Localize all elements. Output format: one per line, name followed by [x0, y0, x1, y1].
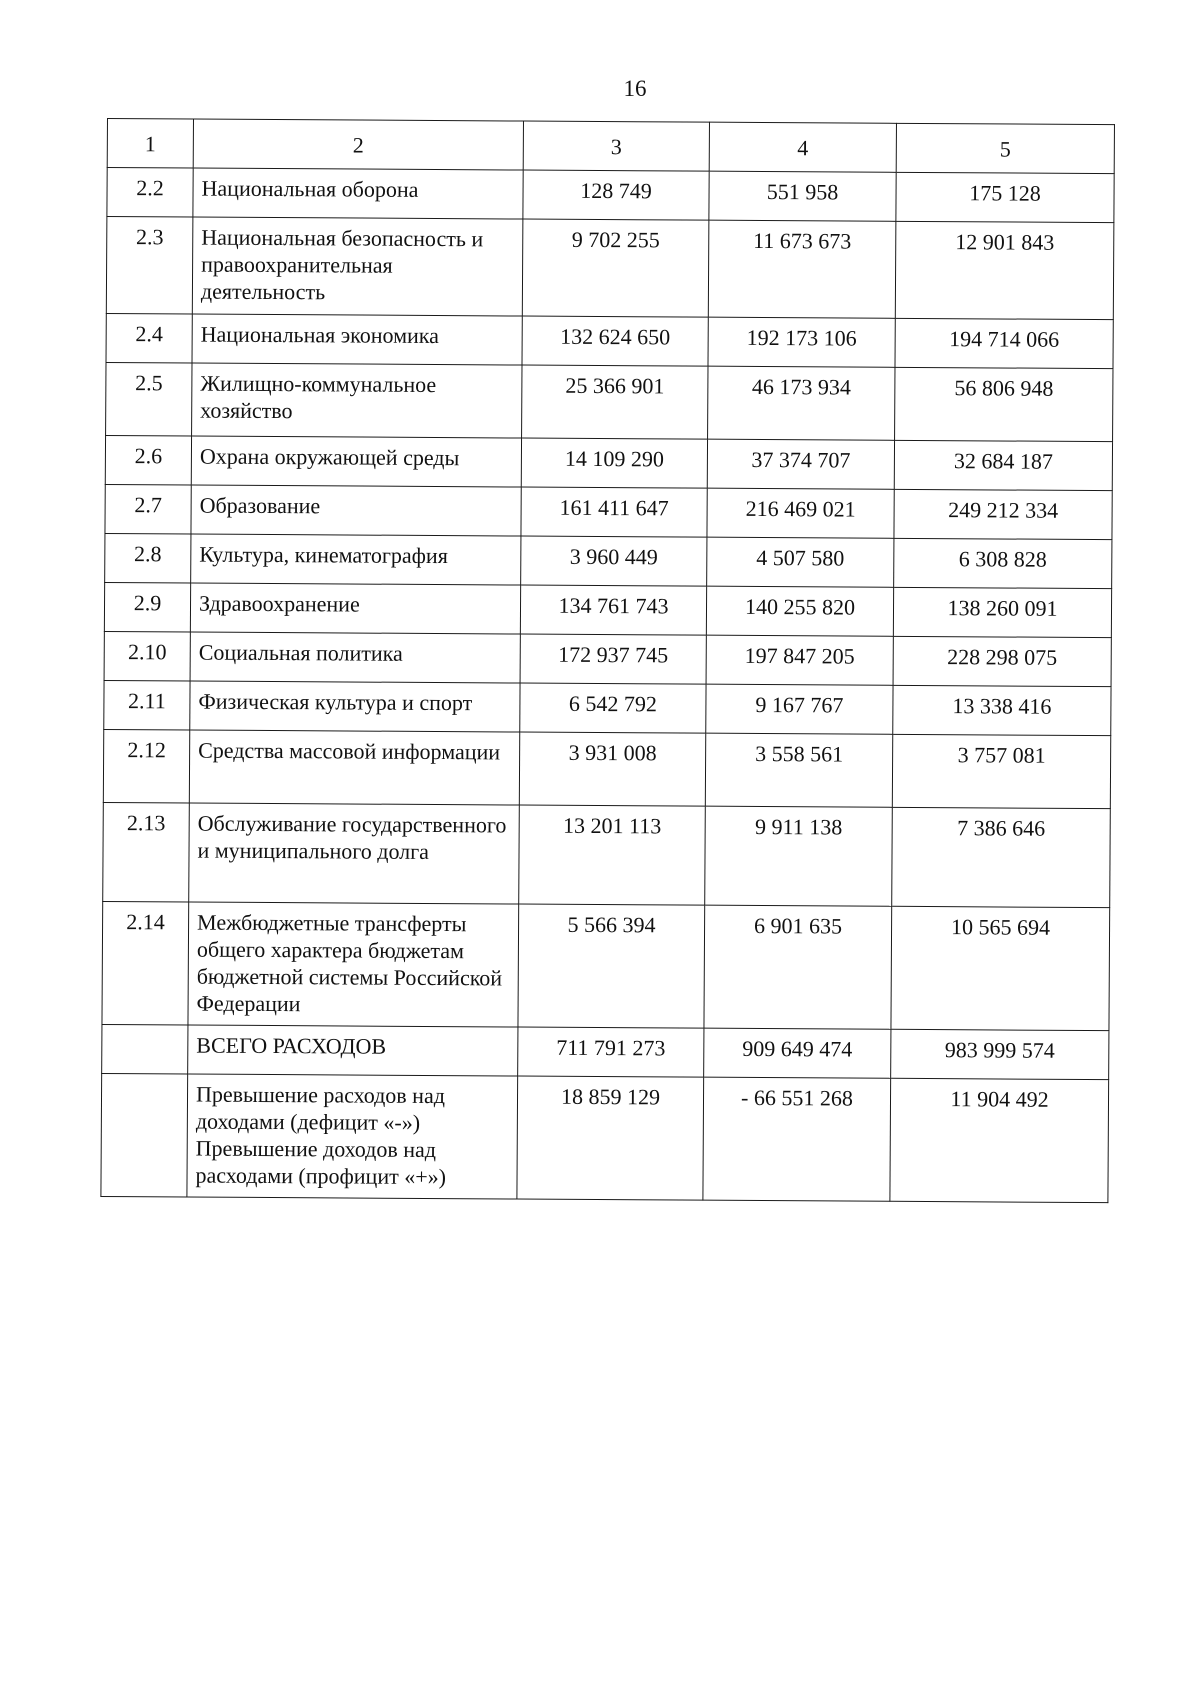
row-value-col5: 56 806 948	[895, 367, 1113, 441]
row-value-col4: 9 911 138	[705, 806, 893, 906]
row-value-col5: 12 901 843	[895, 221, 1114, 319]
row-value-col5: 983 999 574	[891, 1029, 1109, 1079]
row-value-col5: 10 565 694	[891, 906, 1110, 1030]
row-code: 2.10	[104, 631, 190, 681]
row-code: 2.5	[106, 362, 192, 436]
row-code: 2.14	[102, 901, 189, 1025]
row-value-col4: 140 255 820	[706, 586, 893, 636]
table-row	[107, 168, 1114, 223]
row-name: Средства массовой информации	[189, 730, 519, 805]
row-value-col4: 37 374 707	[707, 439, 894, 489]
row-value-col3: 14 109 290	[521, 438, 707, 488]
row-value-col5: 13 338 416	[893, 685, 1111, 735]
row-value-col5: 7 386 646	[892, 807, 1111, 907]
row-code	[101, 1073, 188, 1197]
table-row	[105, 533, 1112, 588]
header-col-2: 2	[193, 119, 523, 170]
row-value-col3: 3 931 008	[519, 732, 705, 806]
row-value-col3: 134 761 743	[520, 585, 706, 635]
row-code: 2.2	[107, 168, 193, 218]
row-name: Обслуживание государственного и муниципального долга	[189, 803, 520, 904]
row-value-col4: 46 173 934	[708, 366, 895, 440]
table-row	[105, 484, 1112, 539]
table-row	[106, 362, 1113, 441]
budget-expenditure-table	[100, 118, 1115, 1203]
table-row	[106, 313, 1113, 368]
row-name: Межбюджетные трансферты общего характера бюджетам бюджетной системы Российской Федерации	[188, 902, 519, 1027]
row-value-col3: 9 702 255	[522, 219, 709, 317]
table-row	[103, 802, 1111, 907]
table-row	[102, 901, 1110, 1030]
row-value-col3: 161 411 647	[521, 487, 707, 537]
row-name: Превышение расходов над доходами (дефицит «-») Превышение доходов над расходами (профицит «+»)	[187, 1074, 518, 1199]
row-value-col4: 9 167 767	[706, 684, 893, 734]
row-code: 2.6	[105, 435, 191, 485]
header-col-3: 3	[523, 121, 709, 171]
row-value-col4: 216 469 021	[707, 488, 894, 538]
row-code: 2.12	[103, 729, 189, 803]
row-code: 2.7	[105, 484, 191, 534]
row-value-col5: 3 757 081	[892, 734, 1110, 808]
page-number: 16	[623, 76, 647, 101]
row-value-col4: 551 958	[709, 171, 896, 221]
table-header-row	[107, 119, 1114, 174]
table-row	[105, 435, 1112, 490]
table-row	[103, 729, 1110, 808]
deficit-surplus-row	[101, 1073, 1109, 1202]
header-col-1: 1	[107, 119, 193, 169]
row-name: Здравоохранение	[190, 583, 520, 634]
row-name: Культура, кинематография	[191, 534, 521, 585]
row-value-col4: 197 847 205	[706, 635, 893, 685]
row-value-col5: 138 260 091	[893, 587, 1111, 637]
row-value-col5: 6 308 828	[894, 538, 1112, 588]
row-value-col5: 228 298 075	[893, 636, 1111, 686]
row-code: 2.11	[104, 680, 190, 730]
row-code: 2.13	[103, 802, 190, 902]
row-value-col3: 3 960 449	[521, 536, 707, 586]
row-value-col5: 249 212 334	[894, 489, 1112, 539]
row-value-col5: 194 714 066	[895, 318, 1113, 368]
row-name: Жилищно-коммунальное хозяйство	[192, 363, 522, 438]
row-code: 2.8	[105, 533, 191, 583]
row-value-col3: 172 937 745	[520, 634, 706, 684]
row-name: ВСЕГО РАСХОДОВ	[188, 1025, 518, 1076]
table-row	[104, 582, 1111, 637]
row-name: Охрана окружающей среды	[191, 436, 521, 487]
header-col-5: 5	[896, 123, 1114, 173]
row-value-col4: 4 507 580	[707, 537, 894, 587]
total-expenditure-row	[102, 1024, 1109, 1079]
row-value-col3: 6 542 792	[520, 683, 706, 733]
row-value-col3: 25 366 901	[522, 365, 708, 439]
row-value-col3: 711 791 273	[518, 1027, 704, 1077]
row-value-col4: - 66 551 268	[703, 1077, 891, 1201]
row-value-col3: 132 624 650	[522, 316, 708, 366]
row-value-col3: 5 566 394	[518, 904, 705, 1028]
header-col-4: 4	[709, 122, 896, 172]
row-code: 2.9	[104, 582, 190, 632]
table-row	[104, 680, 1111, 735]
row-value-col4: 909 649 474	[704, 1028, 891, 1078]
table-row	[106, 217, 1114, 320]
row-name: Национальная оборона	[193, 168, 523, 219]
row-value-col5: 175 128	[896, 172, 1114, 222]
row-value-col4: 6 901 635	[704, 905, 892, 1029]
row-name: Социальная политика	[190, 632, 520, 683]
row-value-col3: 18 859 129	[517, 1076, 704, 1200]
row-value-col4: 11 673 673	[708, 220, 896, 318]
row-value-col3: 128 749	[523, 170, 709, 220]
row-name: Образование	[191, 485, 521, 536]
row-value-col3: 13 201 113	[519, 805, 706, 905]
row-name: Национальная экономика	[192, 314, 522, 365]
row-name: Физическая культура и спорт	[190, 681, 520, 732]
row-code: 2.3	[106, 217, 193, 315]
row-value-col4: 3 558 561	[705, 733, 892, 807]
row-name: Национальная безопасность и правоохранительная деятельность	[192, 217, 523, 316]
table-row	[104, 631, 1111, 686]
row-value-col5: 32 684 187	[894, 440, 1112, 490]
row-value-col5: 11 904 492	[890, 1078, 1109, 1202]
row-code	[102, 1024, 188, 1074]
row-code: 2.4	[106, 313, 192, 363]
row-value-col4: 192 173 106	[708, 317, 895, 367]
